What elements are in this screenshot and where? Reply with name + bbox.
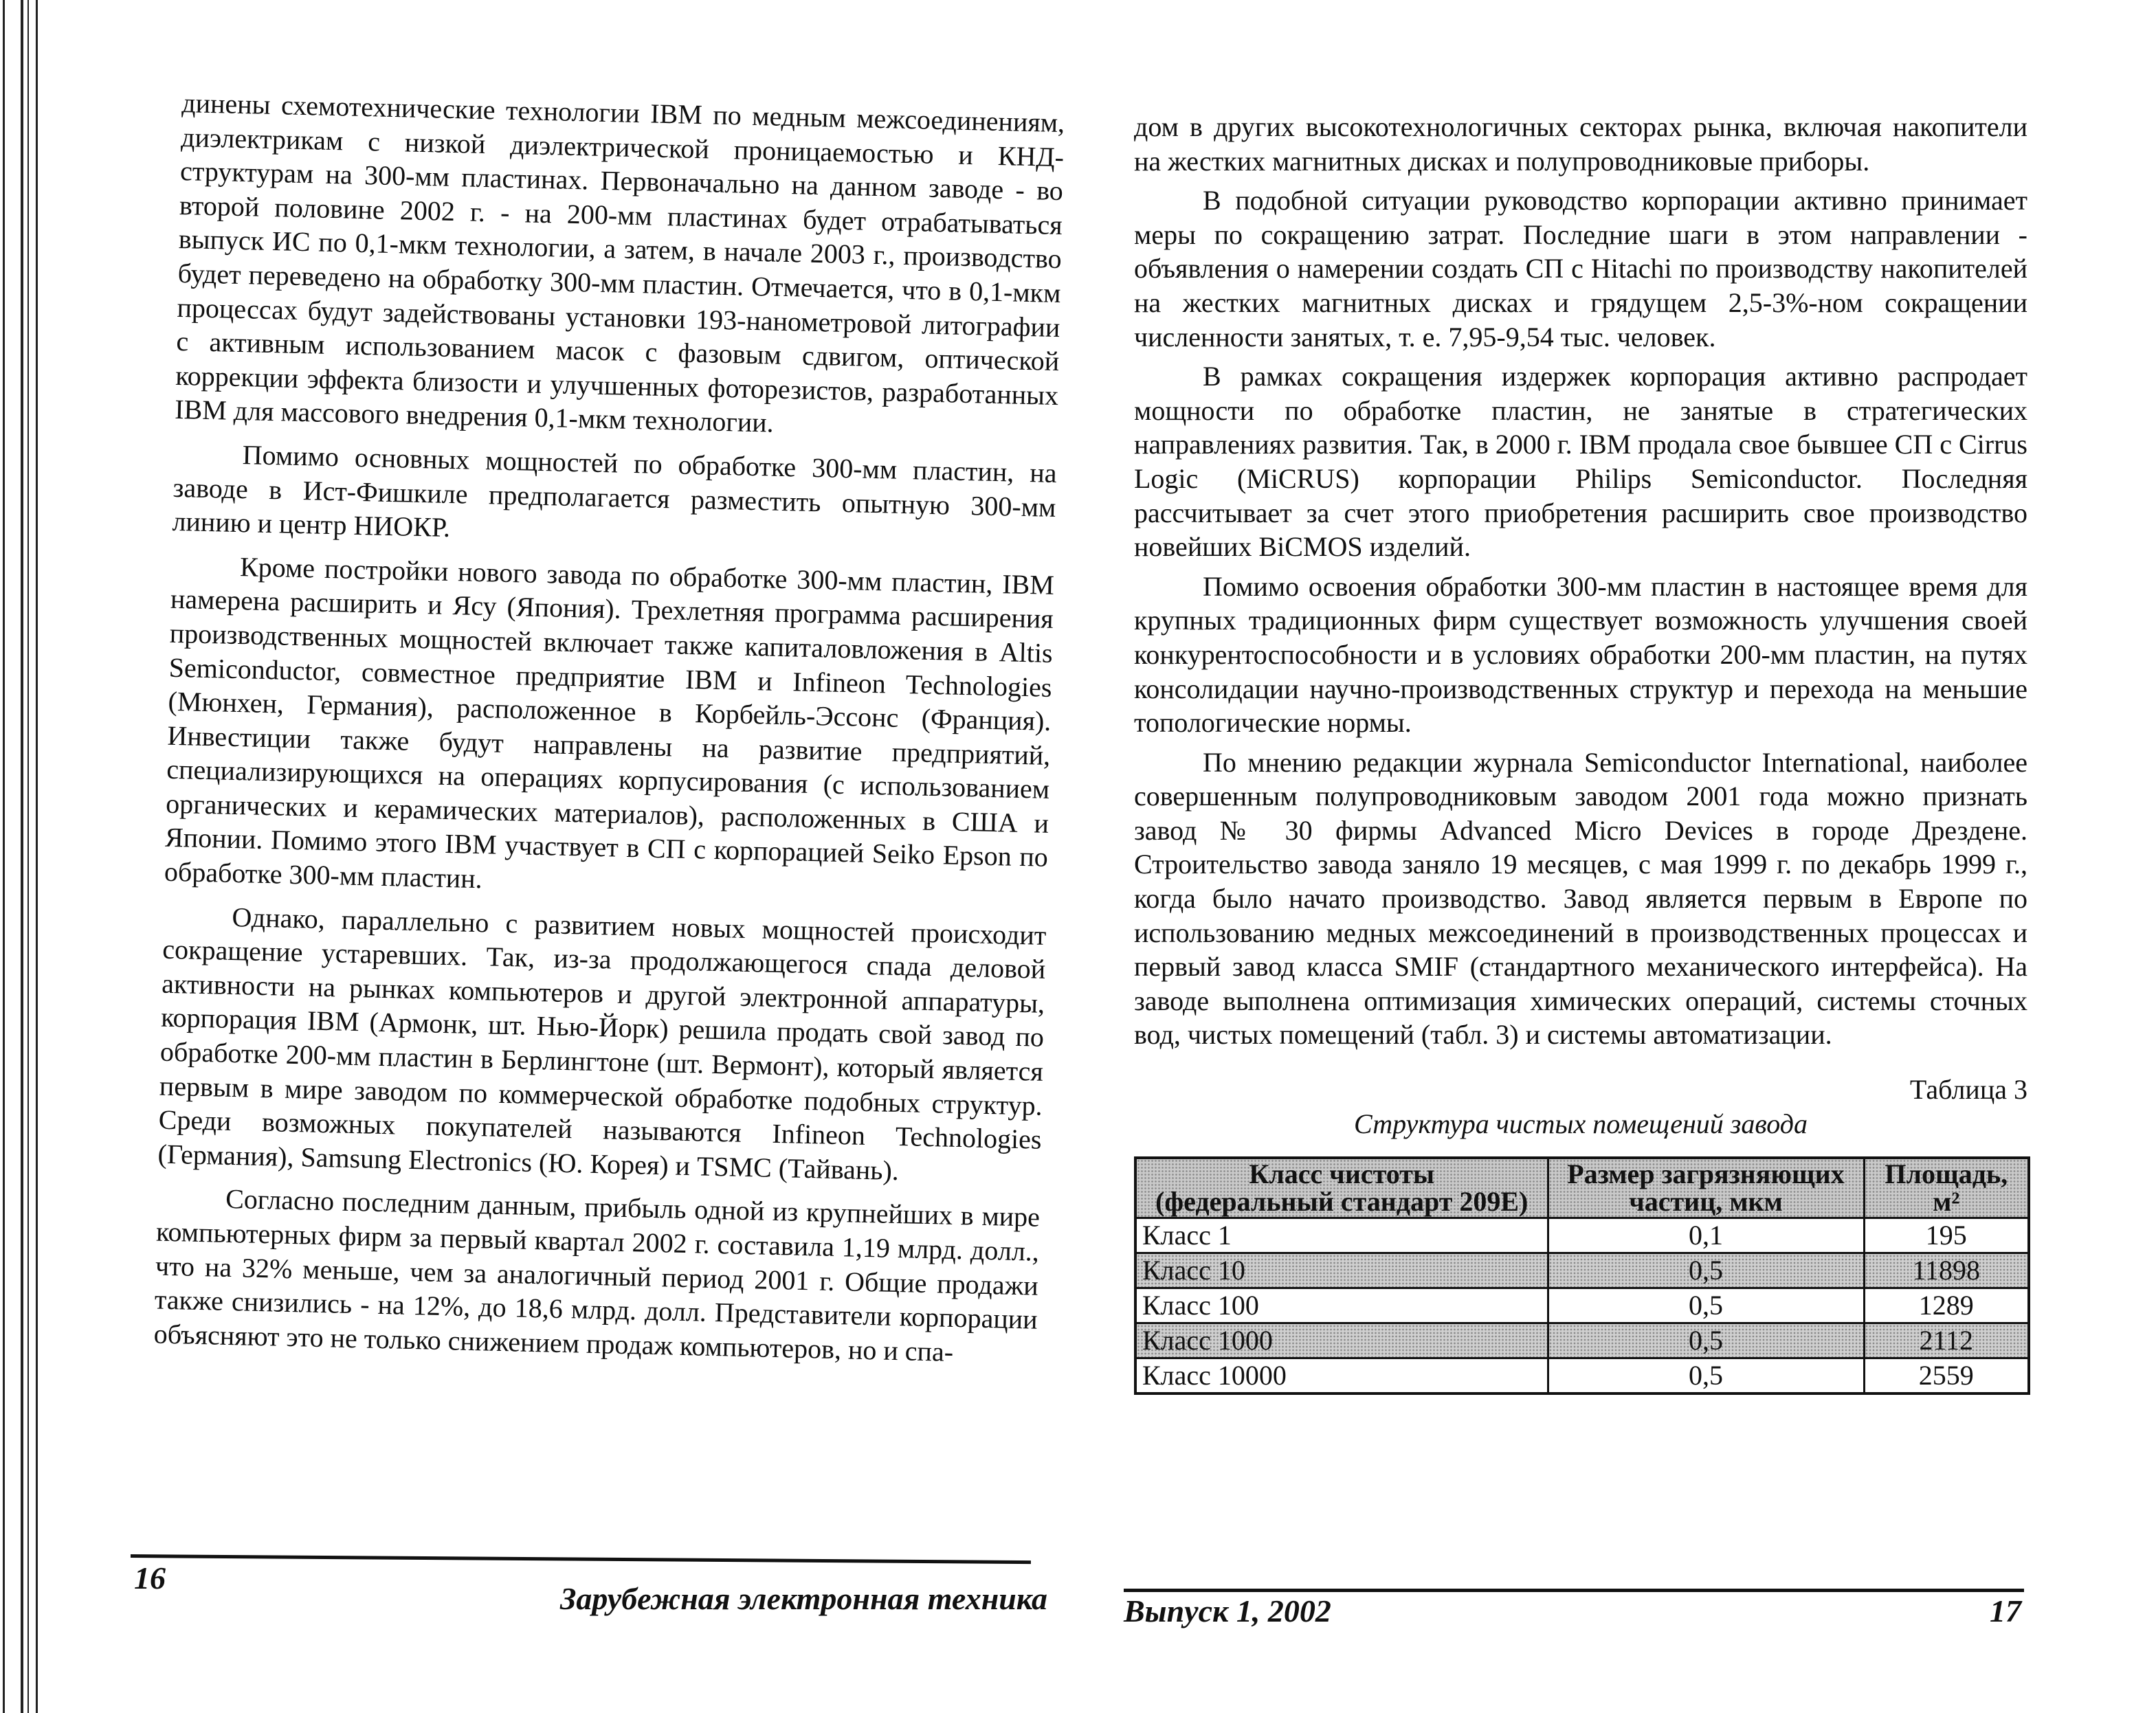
left-page: [131, 0, 1079, 1713]
cell-size: 0,5: [1548, 1288, 1864, 1323]
cell-area: 11898: [1864, 1253, 2029, 1288]
footer-rule: [1124, 1589, 2024, 1592]
header-area: [1864, 1158, 2029, 1218]
cell-size: 0,5: [1548, 1358, 1864, 1394]
right-page: [1120, 0, 2034, 1713]
header-line: частиц, мкм: [1629, 1186, 1783, 1218]
header-line: Размер загрязняющих: [1567, 1158, 1845, 1190]
table-row: [1135, 1358, 2029, 1394]
table-caption: Структура чистых помещений завода: [1354, 1108, 1808, 1140]
paragraph: Кроме постройки нового завода по обработке 300-мм пластин, IBM намерена расширить и Ясу (Япония). Трехлетняя программа расширения производственных мощностей включает также капиталовложения в Altis Semiconductor, совместное предприятие IBM и Infineon Technologies (Мюнхен, Германия), расположенное в Корбейль-Эссонс (Франция). Инвестиции также будут направлены на развитие предприятий, специализирующихся на операциях корпусирования (с использованием органических и керамических материалов), расположенных в США и Японии. Помимо этого IBM участвует в СП с корпорацией Seiko Epson по обработке 300-мм пластин.: [164, 550, 1055, 895]
cell-area: 2112: [1864, 1323, 2029, 1358]
journal-title: Зарубежная электронная техника: [560, 1581, 1047, 1616]
cell-area: 195: [1864, 1218, 2029, 1253]
left-page-body: [153, 86, 1065, 1371]
table-row: [1135, 1323, 2029, 1358]
header-line: Площадь,: [1885, 1158, 2008, 1190]
binding-edge: [0, 0, 48, 1713]
table-row: [1135, 1253, 2029, 1288]
cell-class: Класс 10000: [1135, 1358, 1548, 1394]
paragraph: В подобной ситуации руководство корпорации активно принимает меры по сокращению затрат. Последние шаги в этом направлении - объявления о намерении создать СП с Hitachi по производству накопителей на жестких магнитных дисках и грядущем 2,5-3%-ном сокращении численности занятых, т. е. 7,95-9,54 тыс. человек.: [1134, 185, 2027, 352]
right-page-text: [1134, 110, 2027, 1052]
paragraph: В рамках сокращения издержек корпорация активно распродает мощности по обработке пластин, не занятые в стратегических направлениях развития. Так, в 2000 г. IBM продала свое бывшее СП с Cirrus Logic (MiCRUS) корпорации Philips Semiconductor. Последняя рассчитывает за счет этого приобретения расширить свое производство новейших BiCMOS изделий.: [1134, 361, 2027, 563]
cell-area: 1289: [1864, 1288, 2029, 1323]
right-page-body: [1134, 110, 2027, 1395]
header-line: (федеральный стандарт 209Е): [1155, 1186, 1529, 1218]
left-page-text: [153, 86, 1065, 1371]
header-particle-size: [1548, 1158, 1864, 1218]
header-line: Класс чистоты: [1249, 1158, 1435, 1190]
issue-label: Выпуск 1, 2002: [1124, 1593, 1331, 1628]
table-row: [1135, 1288, 2029, 1323]
cell-class: Класс 1000: [1135, 1323, 1548, 1358]
page-number: 17: [1990, 1593, 2021, 1628]
table-row: [1135, 1218, 2029, 1253]
paragraph: Однако, параллельно с развитием новых мощностей происходит сокращение устаревших. Так, из-за продолжающегося спада деловой активности на рынках компьютеров и другой электронной аппаратуры, корпорация IBM (Армонк, шт. Нью-Йорк) решила продать свой завод по обработке 200-мм пластин в Берлингтоне (шт. Вермонт), который является первым в мире заводом по коммерческой обработке подобных структур. Среди возможных покупателей называются Infineon Technologies (Германия), Samsung Electronics (Ю. Корея) и TSMC (Тайвань).: [157, 901, 1047, 1186]
footer-rule: [131, 1554, 1031, 1564]
paragraph: По мнению редакции журнала Semiconductor International, наиболее совершенным полупроводниковым заводом 2001 года можно признать завод № 30 фирмы Advanced Micro Devices в городе Дрездене. Строительство завода заняло 19 месяцев, с мая 1999 г. по декабрь 1999 г., когда было начато производство. Завод является первым в Европе по использованию медных межсоединений в производственных процессах и первый завод класса SMIF (стандартного механического интерфейса). На заводе выполнена оптимизация химических операций, системы сточных вод, чистых помещений (табл. 3) и системы автоматизации.: [1134, 746, 2027, 1051]
paragraph: дом в других высокотехнологичных секторах рынка, включая накопители на жестких магнитных дисках и полупроводниковые приборы.: [1134, 111, 2027, 177]
table-label: Таблица 3: [1909, 1074, 2027, 1106]
paragraph: Согласно последним данным, прибыль одной из крупнейших в мире компьютерных фирм за первый квартал 2002 г. составила 1,19 млрд. долл., что на 32% меньше, чем за аналогичный период 2001 г. Общие продажи также снизились - на 12%, до 18,6 млрд. долл. Представители корпорации объясняют это не только снижением продаж компьютеров, но и спа-: [153, 1183, 1041, 1367]
paragraph: динены схемотехнические технологии IBM по медным межсоединениям, диэлектрикам с низкой диэлектрической проницаемостью и КНД-структурам на 300-мм пластинах. Первоначально на данном заводе - во второй половине 2002 г. - на 200-мм пластинах будет отрабатываться выпуск ИС по 0,1-мкм технологии, а затем, в начале 2003 г., производство будет переведено на обработку 300-мм пластин. Отмечается, что в 0,1-мкм процессах будут задействованы установки 193-нанометровой литографии с активным использованием масок с фазовым сдвигом, оптической коррекции эффекта близости и улучшенных фоторезистов, разработанных IBM для массового внедрения 0,1-мкм технологии.: [174, 87, 1065, 438]
cleanroom-table: [1134, 1156, 2030, 1395]
paragraph: Помимо основных мощностей по обработке 300-мм пластин, на заводе в Ист-Фишкиле предполагается разместить опытную 300-мм линию и центр НИОКР.: [172, 439, 1058, 544]
cell-class: Класс 10: [1135, 1253, 1548, 1288]
table-header-row: [1135, 1158, 2029, 1218]
cell-area: 2559: [1864, 1358, 2029, 1394]
cell-size: 0,5: [1548, 1253, 1864, 1288]
header-cleanliness-class: [1135, 1158, 1548, 1218]
page-number: 16: [134, 1560, 166, 1596]
cell-class: Класс 1: [1135, 1218, 1548, 1253]
header-line: м²: [1933, 1186, 1960, 1218]
cell-size: 0,1: [1548, 1218, 1864, 1253]
cell-class: Класс 100: [1135, 1288, 1548, 1323]
paragraph: Помимо освоения обработки 300-мм пластин в настоящее время для крупных традиционных фирм существует возможность улучшения своей конкурентоспособности и в условиях обработки 200-мм пластин, на путях консолидации научно-производственных структур и перехода на меньшие топологические нормы.: [1134, 570, 2027, 739]
cell-size: 0,5: [1548, 1323, 1864, 1358]
